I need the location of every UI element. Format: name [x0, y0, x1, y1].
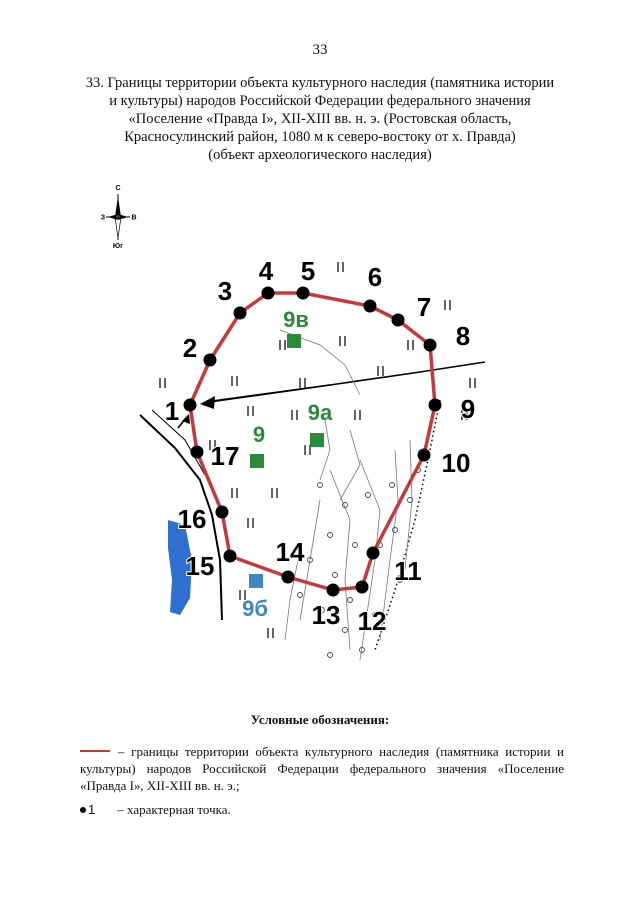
boundary-point-10 — [418, 449, 431, 462]
boundary-point-label: 10 — [441, 448, 471, 478]
boundary-point-15 — [224, 550, 237, 563]
boundary-point-label: 8 — [455, 321, 471, 351]
boundary-point-17 — [191, 446, 204, 459]
site-label: 9 — [252, 422, 266, 447]
boundary-point-label: 17 — [210, 441, 240, 471]
page-number: 33 — [312, 42, 328, 58]
boundary-point-label: 14 — [275, 537, 305, 567]
boundary-point-16 — [216, 506, 229, 519]
legend-point-entry — [80, 802, 231, 818]
boundary-point-6 — [364, 300, 377, 313]
boundary-point-label: 13 — [311, 600, 341, 630]
boundary-point-label: 7 — [416, 292, 432, 322]
boundary-point-label: 12 — [357, 606, 387, 636]
boundary-point-14 — [282, 571, 295, 584]
boundary-point-label: 9 — [460, 394, 476, 424]
boundary-point-11 — [367, 547, 380, 560]
boundary-point-4 — [262, 287, 275, 300]
boundary-point-7 — [392, 314, 405, 327]
title-line: и культуры) народов Российской Федерации федерального значения — [109, 93, 531, 109]
compass-south-label: Юг — [112, 243, 124, 250]
legend-boundary-swatch — [80, 750, 110, 752]
boundary-point-label: 3 — [217, 276, 233, 306]
title-line: Красносулинский район, 1080 м к северо-востоку от х. Правда) — [124, 129, 516, 145]
boundary-point-label: 16 — [177, 504, 207, 534]
site-marker — [250, 454, 264, 468]
boundary-point-12 — [356, 581, 369, 594]
title-line: (объект археологического наследия) — [208, 147, 432, 163]
boundary-point-3 — [234, 307, 247, 320]
compass-north-label: С — [115, 185, 121, 192]
boundary-point-13 — [327, 584, 340, 597]
document-title — [70, 74, 570, 164]
title-line: 33. Границы территории объекта культурного наследия (памятника истории — [85, 75, 555, 91]
boundary-point-9 — [429, 399, 442, 412]
site-marker — [249, 574, 263, 588]
site-marker — [287, 334, 301, 348]
boundary-point-1 — [184, 399, 197, 412]
title-line: «Поселение «Правда I», XII-XIII вв. н. э. (Ростовская область, — [128, 111, 512, 127]
boundary-point-label: 4 — [258, 256, 274, 286]
legend-point-label: 1 — [88, 802, 96, 817]
boundary-point-label: 6 — [367, 262, 383, 292]
boundary-point-label: 5 — [300, 256, 316, 286]
legend-heading: Условные обозначения: — [250, 712, 390, 727]
boundary-point-label: 1 — [164, 396, 180, 426]
boundary-point-5 — [297, 287, 310, 300]
legend-point-text: – характерная точка. — [117, 802, 231, 817]
arrow-head-icon — [200, 396, 215, 409]
site-label: 9в — [283, 307, 309, 332]
boundary-point-label: 15 — [185, 551, 215, 581]
legend-boundary-entry — [80, 743, 564, 794]
compass-rose-icon — [100, 182, 140, 252]
boundary-point-label: 11 — [394, 556, 422, 586]
site-marker — [310, 433, 324, 447]
site-map — [135, 255, 505, 675]
boundary-point-label: 2 — [182, 333, 198, 363]
legend-point-icon — [80, 807, 86, 813]
site-label: 9а — [307, 400, 333, 425]
legend-boundary-text: – границы территории объекта культурного наследия (памятника истории и культуры) народов Российской Федерации федерального значения «Поселение «Правда I», XII-XIII вв. н. э.; — [80, 744, 564, 793]
boundary-point-8 — [424, 339, 437, 352]
compass-east-label: В — [131, 214, 137, 222]
boundary-point-2 — [204, 354, 217, 367]
compass-west-label: З — [100, 214, 106, 222]
site-label: 9б — [242, 596, 268, 621]
